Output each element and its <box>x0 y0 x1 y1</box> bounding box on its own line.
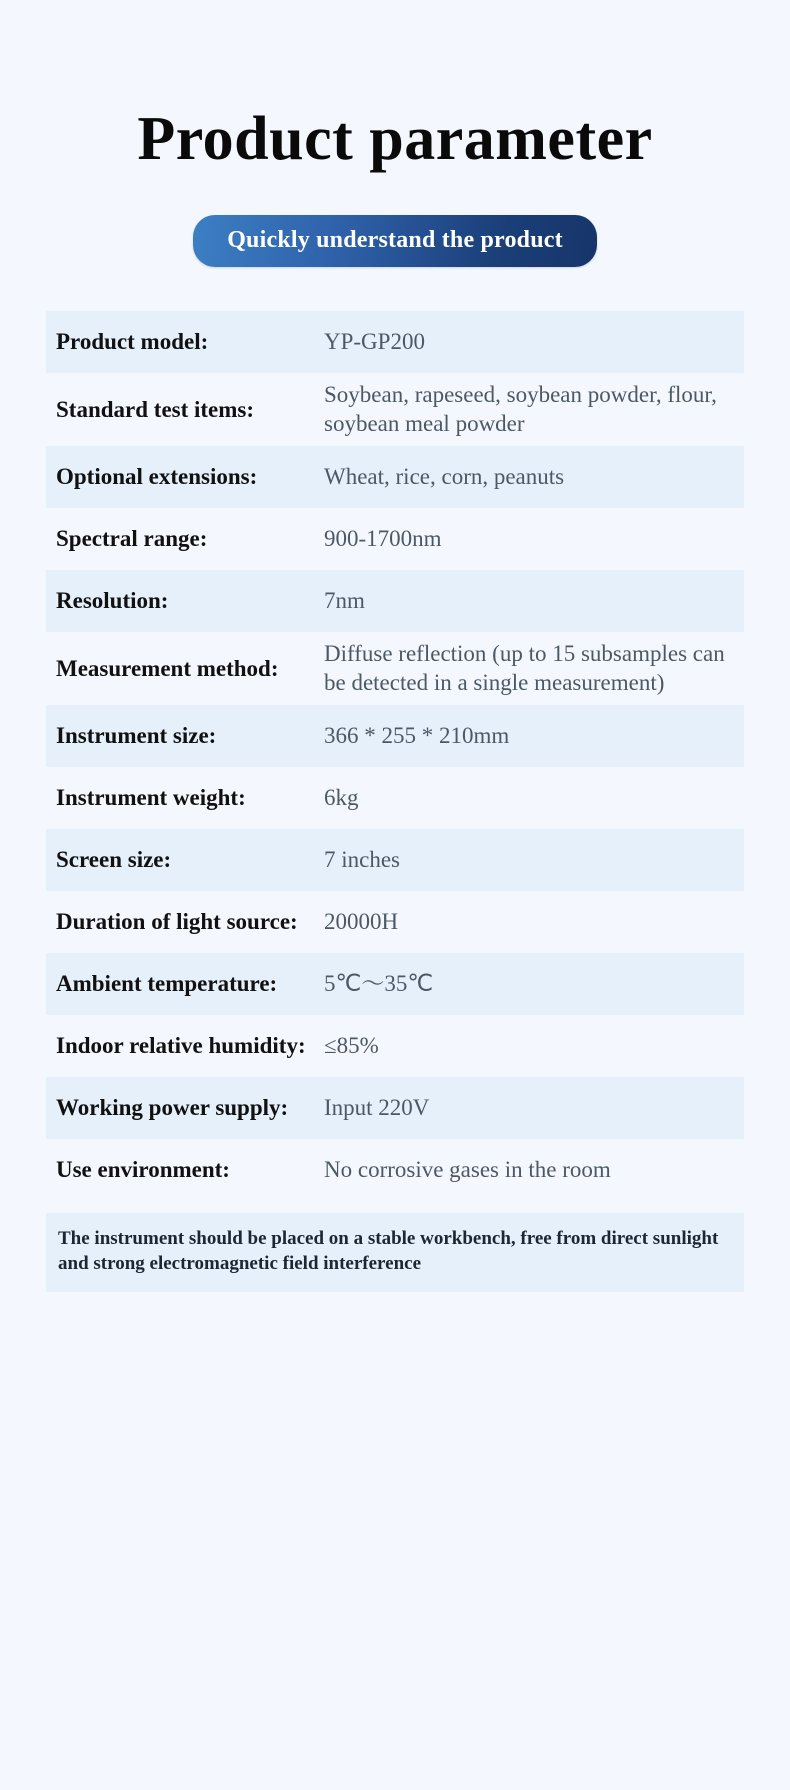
spec-label: Resolution: <box>56 588 169 614</box>
spec-value: Diffuse reflection (up to 15 subsamples can be detected in a single measurement) <box>324 641 725 695</box>
spec-value: ≤85% <box>324 1033 379 1059</box>
table-row <box>46 373 744 446</box>
spec-label: Spectral range: <box>56 526 208 552</box>
spec-value: 7nm <box>324 588 365 614</box>
table-row <box>46 632 744 705</box>
spec-value: 20000H <box>324 909 399 935</box>
spec-value: Input 220V <box>324 1095 430 1121</box>
badge-container <box>0 215 790 267</box>
spec-label: Indoor relative humidity: <box>56 1033 306 1059</box>
table-row <box>46 767 744 829</box>
spec-value: YP-GP200 <box>324 329 425 355</box>
spec-label: Instrument size: <box>56 723 217 749</box>
spec-value: 5℃～35℃ <box>324 971 434 997</box>
spec-value: Wheat, rice, corn, peanuts <box>324 464 565 490</box>
spec-label: Standard test items: <box>56 396 255 422</box>
table-row <box>46 446 744 508</box>
table-row <box>46 1015 744 1077</box>
spec-value: 7 inches <box>324 847 401 873</box>
table-row <box>46 1077 744 1139</box>
table-row <box>46 311 744 373</box>
spec-label: Duration of light source: <box>56 909 298 935</box>
table-row <box>46 705 744 767</box>
spec-value: No corrosive gases in the room <box>324 1157 611 1183</box>
table-row <box>46 829 744 891</box>
spec-label: Measurement method: <box>56 655 279 681</box>
spec-label: Working power supply: <box>56 1095 289 1121</box>
spec-label: Use environment: <box>56 1157 230 1183</box>
spec-value: Soybean, rapeseed, soybean powder, flour, soybean meal powder <box>324 382 717 436</box>
status-badge: Quickly understand the product <box>193 215 597 267</box>
spec-label: Ambient temperature: <box>56 971 278 997</box>
spec-value: 6kg <box>324 785 359 811</box>
spec-label: Instrument weight: <box>56 785 246 811</box>
table-row <box>46 953 744 1015</box>
spec-value: 900-1700nm <box>324 526 442 552</box>
instrument-placement-note: The instrument should be placed on a stable workbench, free from direct sunlight and strong electromagnetic field interference <box>46 1213 744 1291</box>
spec-table <box>46 311 744 1201</box>
spec-label: Optional extensions: <box>56 464 258 490</box>
spec-value: 366 * 255 * 210mm <box>324 723 510 749</box>
table-row <box>46 570 744 632</box>
spec-label: Product model: <box>56 329 209 355</box>
table-row <box>46 508 744 570</box>
table-row <box>46 1139 744 1201</box>
spec-label: Screen size: <box>56 847 172 873</box>
table-row <box>46 891 744 953</box>
page-title: Product parameter <box>137 105 653 173</box>
